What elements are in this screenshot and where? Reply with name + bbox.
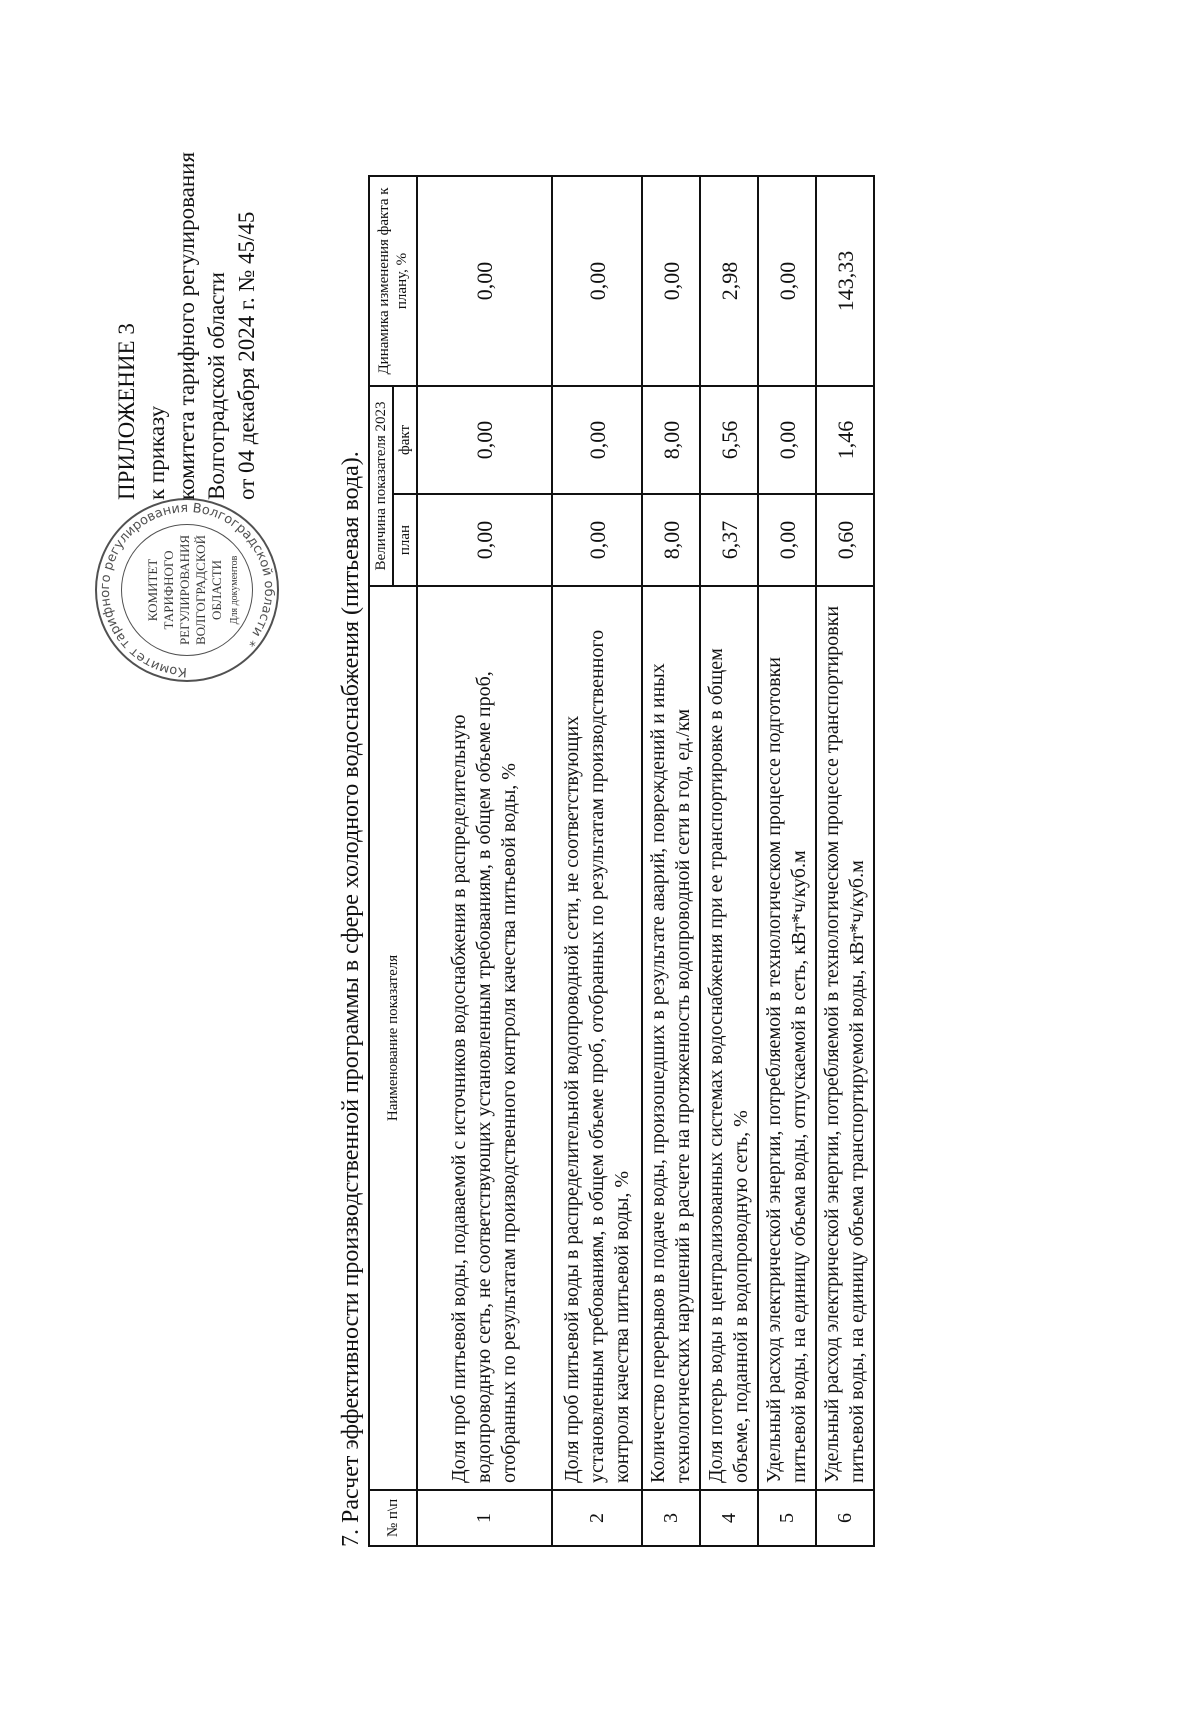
row-num: 4 [700,1490,758,1546]
table-row [417,176,552,1546]
row-dynamics: 0,00 [552,176,642,386]
row-num: 3 [642,1490,700,1546]
row-dynamics: 0,00 [642,176,700,386]
row-num: 1 [417,1490,552,1546]
header-dynamics: Динамика изменения факта к плану, % [369,176,417,386]
table-row [700,176,758,1546]
official-seal [95,498,279,682]
seal-line: ВОЛГОГРАДСКОЙ [193,535,208,645]
header-value-group: Величина показателя 2023 [369,386,393,586]
row-name: Количество перерывов в подаче воды, произошедших в результате аварий, повреждений и иных технологических нарушений в расчете на протяженность водопроводной сети в год, ед./км [642,586,700,1490]
row-name: Доля проб питьевой воды в распределительной водопроводной сети, не соответствующих установленным требованиям, в общем объеме проб, отобранных по результатам производственного контроля качества питьевой воды, % [552,586,642,1490]
row-name: Доля потерь воды в централизованных системах водоснабжения при ее транспортировке в общем объеме, поданной в водопроводную сеть, % [700,586,758,1490]
appendix-header [112,80,262,500]
header-name: Наименование показателя [369,586,417,1490]
row-fact: 8,00 [642,386,700,494]
row-dynamics: 0,00 [758,176,816,386]
row-plan: 0,00 [417,494,552,586]
table-row [816,176,874,1546]
appendix-date-number: от 04 декабря 2024 г. № 45/45 [234,211,259,500]
row-name: Удельный расход электрической энергии, потребляемой в технологическом процессе транспортировки питьевой воды, на единицу объема транспортируемой воды, кВт*ч/куб.м [816,586,874,1490]
seal-line: ТАРИФНОГО [161,550,176,630]
row-plan: 0,00 [758,494,816,586]
row-name: Удельный расход электрической энергии, потребляемой в технологическом процессе подготовки питьевой воды, на единицу объема воды, отпускаемой в сеть, кВт*ч/куб.м [758,586,816,1490]
table-row [642,176,700,1546]
row-fact: 0,00 [552,386,642,494]
row-fact: 6,56 [700,386,758,494]
appendix-committee: комитета тарифного регулирования [174,151,199,500]
row-plan: 6,37 [700,494,758,586]
efficiency-table [368,175,875,1547]
svg-text:Комитет тарифного регулировани: Комитет тарифного регулирования Волгоградской области * [97,500,277,680]
row-dynamics: 0,00 [417,176,552,386]
appendix-order-ref: к приказу [144,405,169,500]
header-fact: факт [393,386,417,494]
row-num: 2 [552,1490,642,1546]
appendix-region: Волгоградской области [204,272,229,500]
table-row [758,176,816,1546]
seal-line: КОМИТЕТ [145,558,160,622]
header-plan: план [393,494,417,586]
header-num: № п\п [369,1490,417,1546]
row-dynamics: 2,98 [700,176,758,386]
row-plan: 0,00 [552,494,642,586]
table-row [552,176,642,1546]
row-plan: 0,60 [816,494,874,586]
row-fact: 0,00 [758,386,816,494]
appendix-label: ПРИЛОЖЕНИЕ 3 [114,323,139,500]
seal-line: Для документов [229,555,240,625]
seal-line: РЕГУЛИРОВАНИЯ [177,534,192,646]
row-name: Доля проб питьевой воды, подаваемой с источников водоснабжения в распределительную водопроводную сеть, не соответствующих установленным требованиям, в общем объеме проб, отобранных по результатам производственного контроля качества питьевой воды, % [417,586,552,1490]
row-num: 6 [816,1490,874,1546]
row-fact: 0,00 [417,386,552,494]
row-plan: 8,00 [642,494,700,586]
row-fact: 1,46 [816,386,874,494]
row-num: 5 [758,1490,816,1546]
seal-line: ОБЛАСТИ [209,559,224,621]
row-dynamics: 143,33 [816,176,874,386]
section-title: 7. Расчет эффективности производственной программы в сфере холодного водоснабжения (питьевая вода). [338,451,364,1547]
